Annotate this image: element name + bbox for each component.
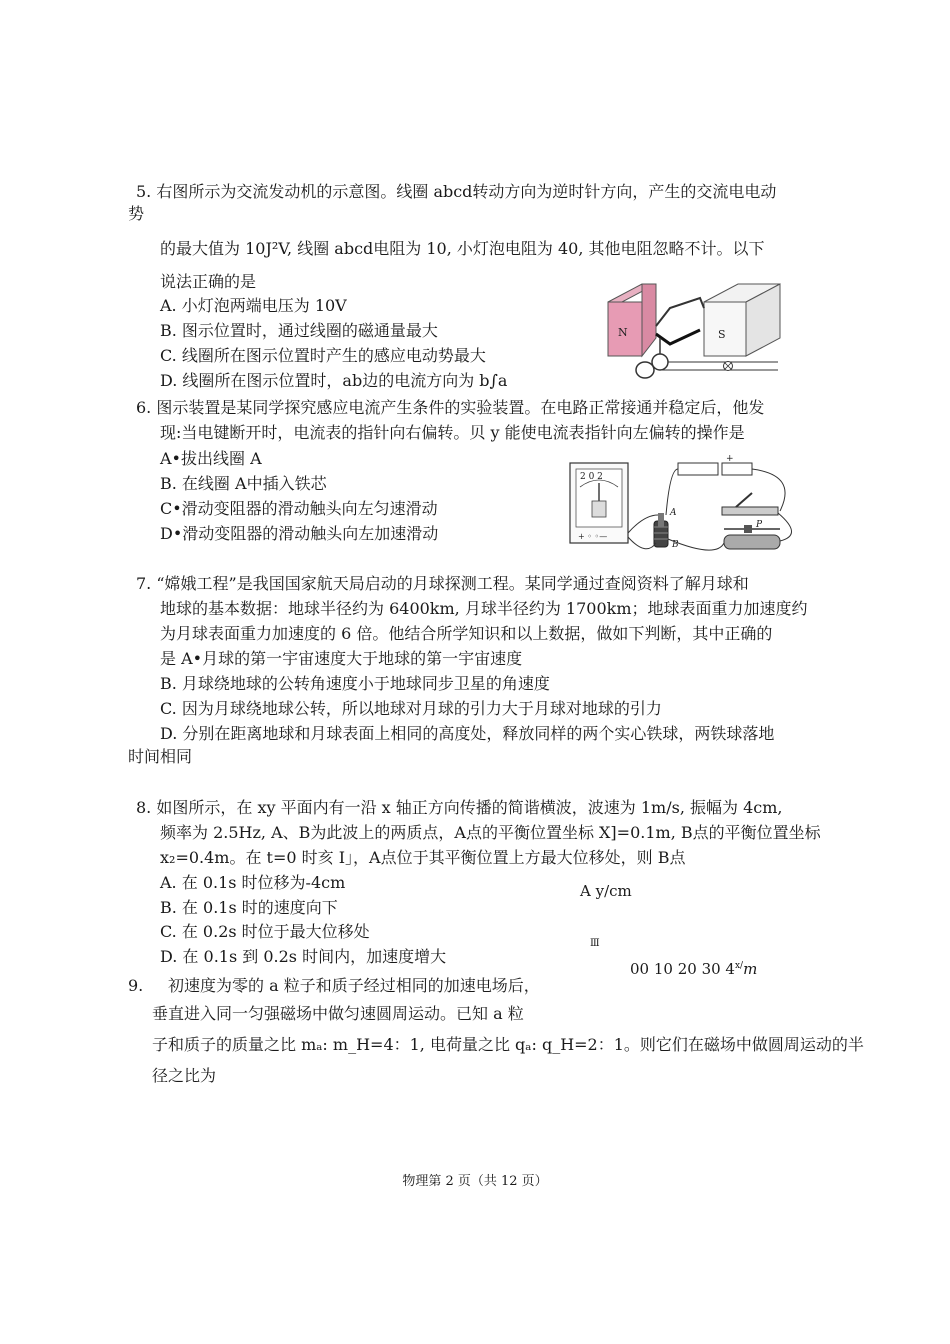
q5-line-3: 的最大值为 10J²V, 线圈 abcd电阻为 10, 小灯泡电阻为 40, 其他电阻忽略不计。以下 — [160, 239, 765, 258]
q5-option-c: C. 线圈所在图示位置时产生的感应电动势最大 — [160, 346, 486, 365]
q7-line-2: 地球的基本数据：地球半径约为 6400km, 月球半径约为 1700km；地球表面重力加速度约 — [160, 599, 808, 618]
q5-option-d: D. 线圈所在图示位置时，ab边的电流方向为 b∫a — [160, 371, 508, 390]
q8-line-3: x₂=0.4m。在 t=0 时亥 I」，A点位于其平衡位置上方最大位移处，则 B点 — [160, 848, 686, 867]
n-pole-label: N — [618, 326, 628, 339]
q6-line-1: 6. 图示装置是某同学探究感应电流产生条件的实验装置。在电路正常接通并稳定后，他发 — [136, 398, 765, 417]
battery-plus-label: + — [726, 455, 734, 464]
q8-line-1: 8. 如图所示，在 xy 平面内有一沿 x 轴正方向传播的简谐横波，波速为 1m/s, 振幅为 4cm, — [136, 798, 783, 817]
ac-generator-figure — [600, 278, 790, 380]
q6-option-c: C•滑动变阻器的滑动触头向左匀速滑动 — [160, 499, 438, 518]
coil-b-label: B — [672, 540, 679, 550]
q7-option-c: C. 因为月球绕地球公转，所以地球对月球的引力大于月球对地球的引力 — [160, 699, 662, 718]
wave-y-axis-label: A y/cm — [580, 882, 632, 900]
wave-x-axis-ticks — [630, 960, 757, 978]
q9-number: 9. — [128, 976, 144, 995]
rheostat — [724, 535, 780, 549]
q9-line-3: 子和质子的质量之比 mₐ: m_H=4：1, 电荷量之比 qₐ: q_H=2：1。则它们在磁场中做圆周运动的半 — [152, 1035, 864, 1054]
q5-option-a: A. 小灯泡两端电压为 10V — [160, 296, 347, 315]
q8-option-d: D. 在 0.1s 到 0.2s 时间内，加速度增大 — [160, 947, 447, 966]
q7-option-d-continued: 时间相同 — [128, 747, 193, 766]
coil-wire — [656, 298, 704, 326]
q6-option-a: A•拔出线圈 A — [160, 449, 262, 468]
q7-option-b: B. 月球绕地球的公转角速度小于地球同步卫星的角速度 — [160, 674, 550, 693]
galvanometer-scale: 2 0 2 — [580, 472, 603, 482]
wave-x-tick-labels: 00 10 20 30 4 — [630, 960, 735, 978]
q8-line-2: 频率为 2.5Hz, A、B为此波上的两质点，A点的平衡位置坐标 X]=0.1m, B点的平衡位置坐标 — [160, 823, 821, 842]
q9-line-4: 径之比为 — [152, 1066, 217, 1085]
page-footer: 物理第 2 页（共 12 页） — [402, 1174, 548, 1189]
switch — [722, 507, 778, 515]
q7-line-3: 为月球表面重力加速度的 6 倍。他结合所学知识和以上数据，做如下判断，其中正确的 — [160, 624, 773, 643]
q7-line-4: 是 A•月球的第一宇宙速度大于地球的第一宇宙速度 — [160, 649, 523, 668]
s-pole-label: S — [718, 328, 726, 341]
rheostat-slider-label: P — [756, 520, 763, 530]
q5-option-b: B. 图示位置时，通过线圈的磁通量最大 — [160, 321, 438, 340]
q6-option-d: D•滑动变阻器的滑动触头向左加速滑动 — [160, 524, 439, 543]
coil-a-label: A — [670, 508, 677, 518]
q5-line-2: 势 — [128, 204, 145, 223]
battery — [678, 463, 718, 475]
q9-line-2: 垂直进入同一匀强磁场中做匀速圆周运动。已知 a 粒 — [152, 1004, 524, 1023]
induction-apparatus-figure — [566, 455, 806, 563]
q8-option-c: C. 在 0.2s 时位于最大位移处 — [160, 922, 370, 941]
q8-option-a: A. 在 0.1s 时位移为-4cm — [160, 873, 346, 892]
svg-text:+ ◦ ◦—: + ◦ ◦— — [578, 532, 608, 541]
q6-line-2: 现:当电键断开时，电流表的指针向右偏转。贝 y 能使电流表指针向左偏转的操作是 — [160, 423, 745, 442]
q7-option-d: D. 分别在距离地球和月球表面上相同的高度处，释放同样的两个实心铁球，两铁球落地 — [160, 724, 775, 743]
q9-line-1: 初速度为零的 a 粒子和质子经过相同的加速电场后， — [168, 976, 540, 995]
q6-option-b: B. 在线圈 A中插入铁芯 — [160, 474, 327, 493]
wave-origin-mark: Ⅲ — [590, 938, 600, 949]
wave-x-axis-sup: x/ — [734, 961, 744, 971]
wave-x-axis-unit: m — [743, 960, 758, 978]
q5-line-4: 说法正确的是 — [160, 272, 257, 291]
q8-option-b: B. 在 0.1s 时的速度向下 — [160, 898, 338, 917]
q7-line-1: 7. “嫦娥工程”是我国国家航天局启动的月球探测工程。某同学通过查阅资料了解月球和 — [136, 574, 749, 593]
q5-line-1: 5. 右图所示为交流发动机的示意图。线圈 abcd转动方向为逆时针方向，产生的交流电电动 — [136, 182, 777, 201]
